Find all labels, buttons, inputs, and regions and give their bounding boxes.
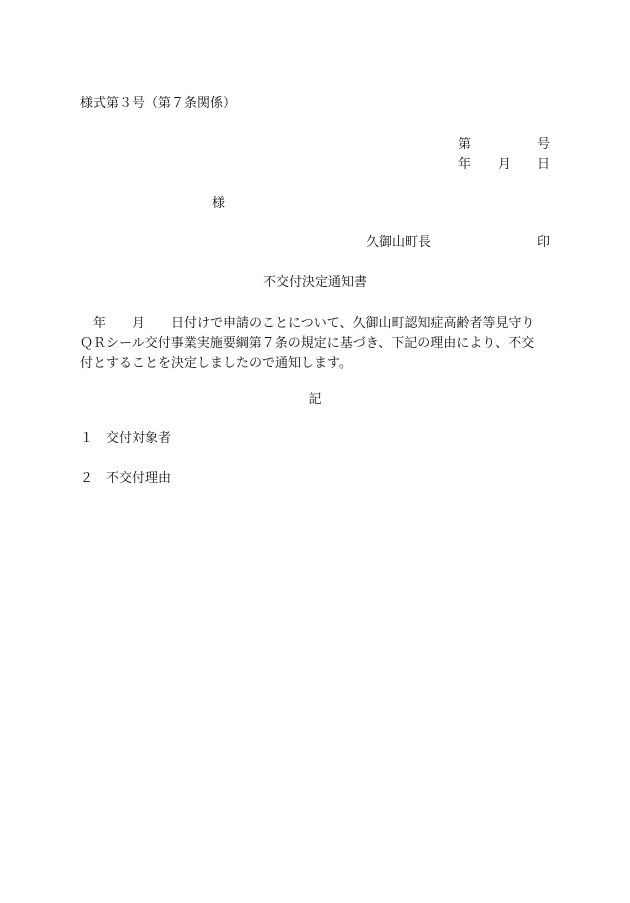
seal-mark: 印 xyxy=(537,235,551,250)
date-day: 日 xyxy=(536,157,550,172)
item-number: １ xyxy=(80,431,94,446)
date-year: 年 xyxy=(458,157,472,172)
number-suffix: 号 xyxy=(536,137,550,152)
document-title: 不交付決定通知書 xyxy=(262,275,367,290)
document-number xyxy=(458,137,550,153)
form-id: 様式第３号（第７条関係） xyxy=(80,96,237,111)
ki-heading: 記 xyxy=(308,392,322,407)
document-date xyxy=(458,157,550,173)
date-month: 月 xyxy=(498,157,512,172)
item-number: ２ xyxy=(80,471,94,486)
addressee-suffix: 様 xyxy=(212,196,226,211)
issuer: 久御山町長 xyxy=(366,235,432,250)
body-line: 年 月 日付けで申請のことについて、久御山町認知症高齢者等見守り xyxy=(80,316,535,331)
number-prefix: 第 xyxy=(458,137,472,152)
item-label: 交付対象者 xyxy=(106,431,172,446)
list-item xyxy=(80,431,171,447)
body-line: ＱＲシール交付事業実施要綱第７条の規定に基づき、下記の理由により、不交 xyxy=(80,336,535,351)
list-item xyxy=(80,471,171,487)
body-line: 付とすることを決定しましたので通知します。 xyxy=(80,356,352,371)
item-label: 不交付理由 xyxy=(106,471,172,486)
body-paragraph xyxy=(80,314,550,374)
